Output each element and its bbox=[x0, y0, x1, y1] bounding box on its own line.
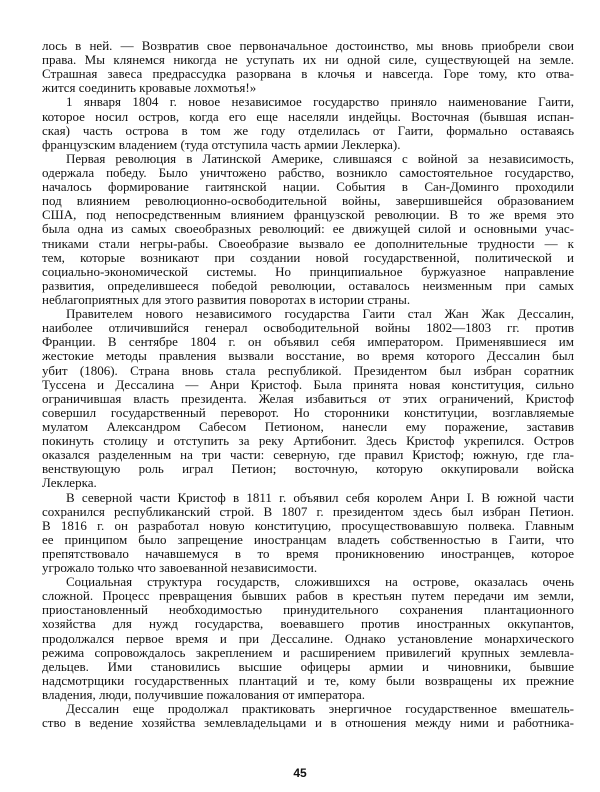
text-line: владения, люди, получившие пожалования от императора. bbox=[42, 687, 366, 703]
paragraph bbox=[42, 95, 574, 151]
paragraph bbox=[42, 702, 574, 730]
paragraph bbox=[42, 152, 574, 307]
text-line: была одна из самых своеобразных революций: ее движущей силой и основными учас- bbox=[42, 221, 574, 237]
text-line: развития, определившееся победой революции, оставалось неизменным при самых bbox=[42, 277, 574, 293]
text-line: тем, которые возникают при создании новой государственной, политической и bbox=[42, 249, 574, 265]
text-line: продолжался первое время и при Дессалине. Однако установление монархического bbox=[42, 630, 574, 646]
paragraph bbox=[42, 491, 574, 576]
text-line: началось формирование гаитянской нации. События в Сан-Доминго проходили bbox=[42, 179, 574, 195]
text-line: Страшная завеса предрассудка разорвана в клочья и навсегда. Горе тому, кто отва- bbox=[42, 66, 574, 82]
text-line: ство в ведение хозяйства землевладельцами и в отношения между ними и работника- bbox=[42, 715, 574, 731]
text-line: дельцев. Ими становились высшие офицеры армии и чиновники, бывшие bbox=[42, 658, 574, 674]
text-line: Франции. В сентябре 1804 г. он объявил себя императором. Применявшиеся им bbox=[42, 334, 574, 350]
text-line: 1 января 1804 г. новое независимое государство приняло наименование Гаити, bbox=[66, 94, 574, 110]
text-line: неблагоприятных для этого развития поворотах в истории страны. bbox=[42, 291, 411, 307]
text-line: права. Мы клянемся никогда не уступать их ни одной силе, существующей на земле. bbox=[42, 52, 574, 68]
text-line: приостановленный необходимостью принудительного сохранения плантационного bbox=[42, 602, 574, 618]
text-line: В северной части Кристоф в 1811 г. объявил себя королем Анри I. В южной части bbox=[66, 489, 574, 505]
text-line: наиболее отличившийся генерал освободительной войны 1802—1803 гг. против bbox=[42, 320, 574, 336]
text-line: Леклерка. bbox=[42, 475, 97, 491]
text-line: социально-экономической системы. Но принципиальное буржуазное направление bbox=[42, 263, 574, 279]
text-line: сохранился республиканский строй. В 1807 г. президентом здесь был избран Петион. bbox=[42, 503, 574, 519]
text-line: Первая революция в Латинской Америке, слившаяся с войной за независимость, bbox=[66, 150, 574, 166]
text-line: США, под непосредственным влиянием французской революции. В то же время это bbox=[42, 207, 574, 223]
text-line: оказался разделенным на три части: северную, где правил Кристоф; южную, где гла- bbox=[42, 447, 574, 463]
text-line: хозяйства для нужд государства, воевавшего против иностранных оккупантов, bbox=[42, 616, 574, 632]
text-line: французским владением (туда отступила часть армии Леклерка). bbox=[42, 136, 401, 152]
page-body-text bbox=[42, 39, 574, 730]
text-line: сложной. Процесс превращения бывших рабов в крестьян путем передачи им земли, bbox=[42, 588, 574, 604]
text-line: ее принципом было запрещение иностранцам владеть собственностью в Гаити, что bbox=[42, 531, 574, 547]
text-line: под влиянием революционно-освободительной войны, завершившейся образованием bbox=[42, 193, 574, 209]
text-line: мулатом Александром Сабесом Петионом, нанесли ему поражение, заставив bbox=[42, 418, 574, 434]
paragraph bbox=[42, 307, 574, 490]
text-line: препятствовало начавшемуся в то время проникновению иностранцев, которое bbox=[42, 545, 574, 561]
text-line: ограничившая власть президента. Желая избавиться от этих ограничений, Кристоф bbox=[42, 390, 574, 406]
text-line: В 1816 г. он разработал новую конституцию, просуществовавшую полвека. Главным bbox=[42, 517, 574, 533]
text-line: надсмотрщики государственных плантаций и те, кому были возвращены их прежние bbox=[42, 672, 574, 688]
text-line: венствующую роль играл Петион; восточную, которую оккупировали войска bbox=[42, 461, 574, 477]
text-line: убит (1806). Страна вновь стала республикой. Президентом был избран соратник bbox=[42, 362, 574, 378]
text-line: одержала победу. Было уничтожено рабство, возникло самостоятельное государство, bbox=[42, 164, 574, 180]
text-line: лось в ней. — Возвратив свое первоначальное достоинство, мы вновь приобрели свои bbox=[42, 38, 574, 53]
text-line: совершил государственный переворот. Но сторонники конституции, возглавляемые bbox=[42, 404, 574, 420]
text-line: тниками стали негры-рабы. Своеобразие вызвало ее дополнительные трудности — к bbox=[42, 235, 574, 251]
text-line: Правителем нового независимого государства Гаити стал Жан Жак Дессалин, bbox=[66, 306, 574, 322]
text-line: ская) часть острова в том же году отделилась от Гаити, формально оставаясь bbox=[42, 122, 574, 138]
paragraph bbox=[42, 575, 574, 702]
text-line: покинуть столицу и отступить за реку Артибонит. Здесь Кристоф укрепился. Остров bbox=[42, 433, 574, 449]
paragraph bbox=[42, 39, 574, 95]
text-line: Социальная структура государств, сложившихся на острове, оказалась очень bbox=[66, 574, 574, 590]
text-line: Дессалин еще продолжал практиковать энергичное государственное вмешатель- bbox=[66, 701, 574, 717]
text-line: жестокие методы правления вызвали восстание, во время которого Дессалин был bbox=[42, 348, 574, 364]
text-line: режима сопровождалось закреплением и расширением привилегий крупных землевла- bbox=[42, 644, 574, 660]
text-line: угрожало только что завоеванной независимости. bbox=[42, 560, 318, 576]
page-number: 45 bbox=[293, 766, 307, 780]
text-line: которое носил остров, когда его еще населяли индейцы. Восточная (бывшая испан- bbox=[42, 108, 574, 124]
text-line: Туссена и Дессалина — Анри Кристоф. Была принята новая конституция, сильно bbox=[42, 376, 574, 392]
text-line: жится соединить кровавые лохмотья!» bbox=[42, 80, 257, 96]
